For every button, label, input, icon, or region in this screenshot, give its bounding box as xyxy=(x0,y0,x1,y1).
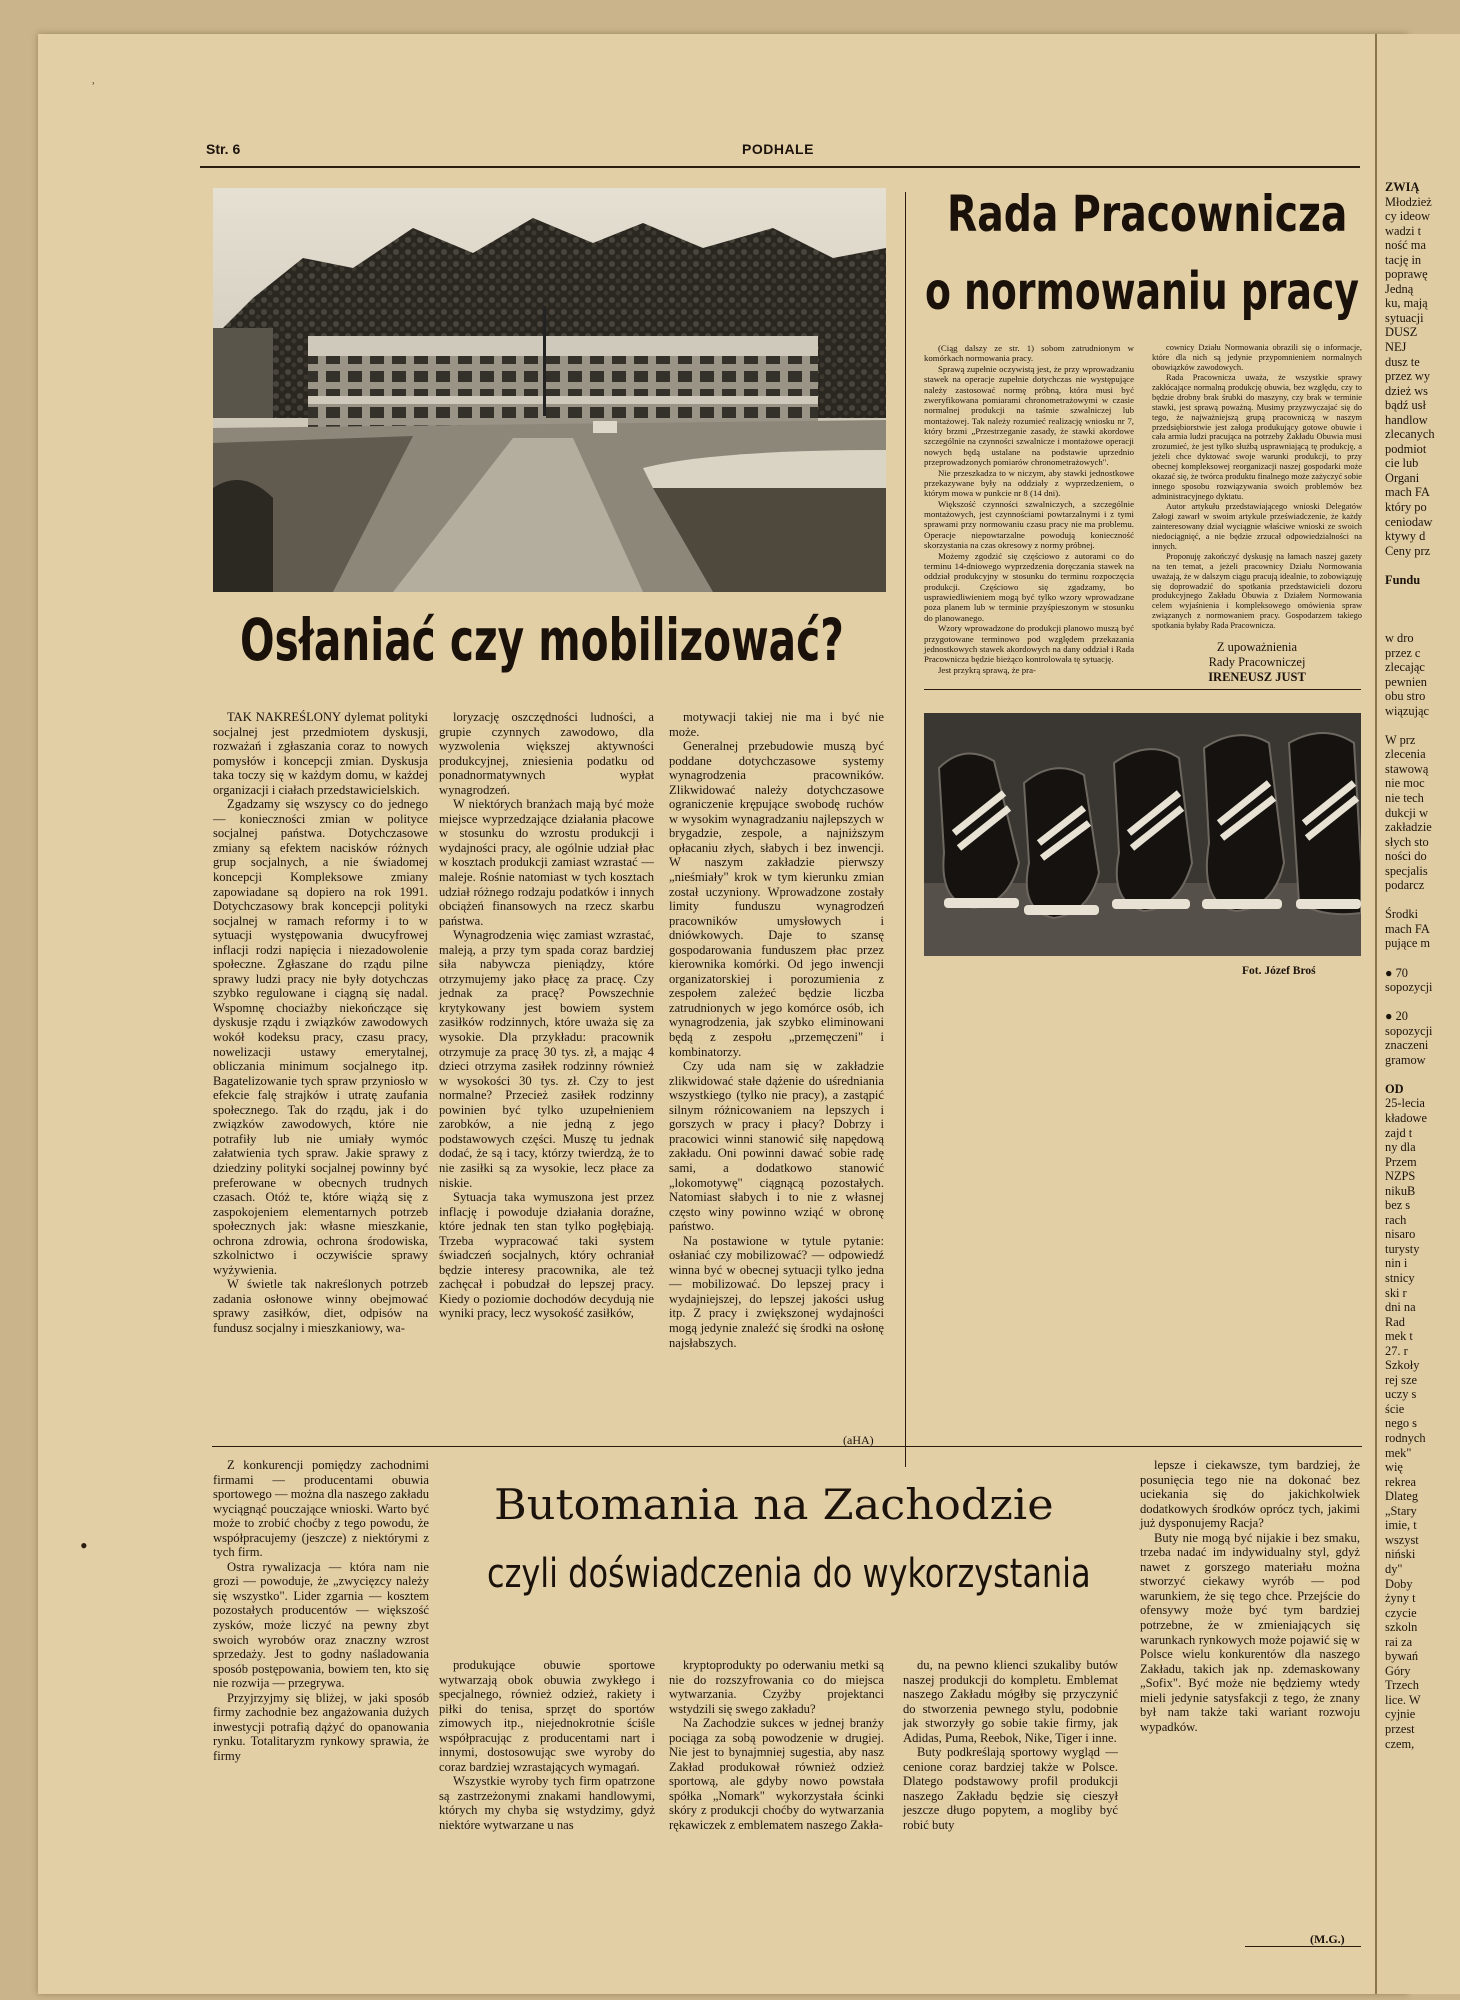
adjacent-page-line: bądź usł xyxy=(1385,398,1426,413)
column-divider xyxy=(905,192,906,1467)
adjacent-page-line xyxy=(1385,558,1435,573)
butomania-column-4 xyxy=(903,1658,1118,1833)
adjacent-page-line: zlecanych xyxy=(1385,427,1435,442)
page-number: Str. 6 xyxy=(206,141,241,157)
paragraph: Generalnej przebudowie muszą być poddane dotychczasowe systemy wynagrodzenia pracowników. Zlikwidować należy dotychczasowe ograniczenie krępujące swobodę ruchów w wysokim wynagradzaniu najlepszych w brygadzie, zespole, a najniższym opłacaniu złych, słabych i bez inwencji. W naszym zakładzie pierwszy „nieśmiały" krok w tym kierunku zmian został uczyniony. Wprowadzone zostały limity funduszu wynagrodzeń pracowników umysłowych i dniówkowych. Daje to szansę gospodarowania funduszem płac przez kierownika komórki. Od jego inwencji organizatorskiej i porozumienia z zespołem zależeć będzie liczba zatrudnionych w jego komórce osób, ich wynagrodzenia, jak szybko eliminowani będą z zespołu „przemęczeni" i kombinatorzy. xyxy=(669,739,884,1059)
signature-line: IRENEUSZ JUST xyxy=(1208,670,1306,684)
adjacent-page-line: Dlateg xyxy=(1385,1489,1419,1504)
paragraph: lepsze i ciekawsze, tym bardziej, że posunięcia tego nie na dokonać bez uciekania się do jakichkolwiek dodatkowych środków oprócz tych, jakimi już dysponujemy Racja? xyxy=(1140,1458,1360,1531)
adjacent-page-line: dukcji w xyxy=(1385,805,1429,820)
adjacent-page-line: ● 70 xyxy=(1385,965,1408,980)
adjacent-page-line: Rad xyxy=(1385,1314,1405,1329)
adjacent-page-line: mach FA xyxy=(1385,485,1430,500)
paragraph: Buty podkreślają sportowy wygląd — cenione coraz bardziej także w Polsce. Dlatego podstawowy profil produkcji naszego Zakładu będzie się cieszył jeszcze długo popytem, a mogliby być robić buty xyxy=(903,1745,1118,1833)
adjacent-page-line: rai za xyxy=(1385,1634,1413,1649)
adjacent-page-line: turysty xyxy=(1385,1241,1420,1256)
adjacent-page-line: żyny t xyxy=(1385,1591,1416,1606)
adjacent-page-line: czycie xyxy=(1385,1605,1417,1620)
oslaniac-author: (aHA) xyxy=(843,1433,874,1447)
adjacent-page-line: zlecenia xyxy=(1385,747,1426,762)
oslaniac-column-1 xyxy=(213,710,428,1336)
adjacent-page-line: nikuB xyxy=(1385,1183,1416,1198)
paragraph: Sprawą zupełnie oczywistą jest, że przy wprowadzaniu stawek na operacje zupełnie dotychczas nie występujące należy zastosować normę próbną, która musi być zweryfikowana pomiarami chronometrażowymi w czasie normalnej produkcji na taśmie szwalniczej lub montażowej. Tak należy rozumieć realizację wniosku nr 7, który brzmi „Przestrzeganie zasady, że stawki akordowe szczególnie na czynności szwalnicze i montażowe operacji nowych będą ustalane na podstawie uprzednio przeprowadzonych pomiarów chronometrażowych". xyxy=(924,363,1134,468)
butomania-column-2 xyxy=(439,1658,655,1833)
rada-title-line1: Rada Pracownicza xyxy=(947,185,1348,243)
adjacent-page-line: słych sto xyxy=(1385,834,1429,849)
adjacent-page-line: sopozycji xyxy=(1385,1023,1433,1038)
paragraph: Wzory wprowadzone do produkcji planowo muszą być przygotowane terminowo pod względem przekazania jednostkowych stawek akordowych na dany oddział i Rada Pracownicza będzie bieżąco kontrolowała tę sytuację. xyxy=(924,623,1134,665)
adjacent-page-line: W prz xyxy=(1385,732,1416,747)
header-rule xyxy=(200,166,1360,168)
adjacent-page-line: Młodzież xyxy=(1385,194,1432,209)
adjacent-page-line: Środki xyxy=(1385,907,1419,922)
paragraph: Przyjrzyjmy się bliżej, w jaki sposób firmy zachodnie bez angażowania dużych inwestycji potrafią dążyć do opanowania rynku. Totalitaryzm rynkowy sprawia, że firmy xyxy=(213,1690,429,1763)
adjacent-page-line: który po xyxy=(1385,500,1427,515)
print-mark: ˒ xyxy=(91,74,96,89)
adjacent-page-line: „Stary xyxy=(1385,1503,1417,1518)
paragraph: W świetle tak nakreślonych potrzeb zadania osłonowe winny obejmować sprawy zasiłków, diet, odpisów na fundusz socjalny i mieszkaniowy, wa- xyxy=(213,1277,428,1335)
adjacent-page-line: wiązując xyxy=(1385,703,1430,718)
adjacent-page-column xyxy=(1385,180,1435,1751)
adjacent-page-line: Fundu xyxy=(1385,572,1421,587)
adjacent-page-line: ności do xyxy=(1385,849,1427,864)
adjacent-page-line: ZWIĄ xyxy=(1385,180,1420,194)
adjacent-page-line: zajd t xyxy=(1385,1125,1413,1140)
adjacent-page-line: rach xyxy=(1385,1212,1407,1227)
adjacent-page-line: dy" xyxy=(1385,1561,1403,1576)
adjacent-page-line xyxy=(1385,951,1435,966)
adjacent-page-line: stawową xyxy=(1385,761,1429,776)
adjacent-page-line: Góry xyxy=(1385,1663,1411,1678)
photo-caption: Fot. Józef Broś xyxy=(1242,965,1316,977)
adjacent-page-line: obu stro xyxy=(1385,689,1426,704)
oslaniac-title: Osłaniać czy mobilizować? xyxy=(240,606,844,674)
adjacent-page-line: ski r xyxy=(1385,1285,1407,1300)
adjacent-page-line: czem, xyxy=(1385,1736,1415,1751)
adjacent-page-line: ● 20 xyxy=(1385,1009,1408,1024)
butomania-author: (M.G.) xyxy=(1310,1932,1345,1946)
adjacent-page xyxy=(1375,34,1460,1994)
adjacent-page-line: uczy s xyxy=(1385,1387,1417,1402)
adjacent-page-line: bywań xyxy=(1385,1649,1419,1664)
paragraph: W niektórych branżach mają być może miejsce wyprzedzające działania płacowe w stosunku do wzrostu produkcji i wydajności pracy, ale ogólnie udział płac w kosztach produkcji zamiast wzrastać — maleje. Rośnie natomiast w tych kosztach udział różnego rodzaju podatków i innych obciążeń finansowych na rzecz skarbu państwa. xyxy=(439,797,654,928)
adjacent-page-line: ku, mają xyxy=(1385,296,1428,311)
sneakers-photo xyxy=(924,713,1361,956)
signature-line: Z upoważnienia xyxy=(1216,640,1298,654)
butomania-title: Butomania na Zachodzie xyxy=(494,1480,1054,1529)
paragraph: Proponuję zakończyć dyskusję na łamach naszej gazety na ten temat, a jeżeli pracownicy Działu Normowania uważają, że w dalszym ciągu pracują idealnie, to zobowiązuję się doprowadzić do spotkania przedstawicieli dozoru produkcyjnego Zakładu Obuwia z Działem Normowania celem wyjaśnienia i kompleksowego omówienia spraw związanych z normowaniem pracy. Gospodarzem takiego spotkania byłaby Rada Pracownicza. xyxy=(1152,551,1362,631)
adjacent-page-line: wadzi t xyxy=(1385,223,1422,238)
adjacent-page-line: pujące m xyxy=(1385,936,1431,951)
masthead: PODHALE xyxy=(742,141,814,157)
oslaniac-column-3 xyxy=(669,710,884,1350)
adjacent-page-line: cie lub xyxy=(1385,456,1419,471)
adjacent-page-line: tację in xyxy=(1385,252,1422,267)
adjacent-page-line xyxy=(1385,587,1435,602)
adjacent-page-line xyxy=(1385,718,1435,733)
adjacent-page-line: ność ma xyxy=(1385,238,1426,253)
paragraph: Na postawione w tytule pytanie: osłaniać czy mobilizować? — odpowiedź winna być w obecnej sytuacji tylko jedna — mobilizować. Do lepszej pracy i wydajniejszej, do lepszej jakości usług itp. Z pracy i zwiększonej wydajności mogą jedynie znaleźć się środki na osłonę najsłabszych. xyxy=(669,1233,884,1350)
rada-column-2 xyxy=(1152,343,1362,631)
print-mark: • xyxy=(80,1533,88,1558)
paragraph: Wszystkie wyroby tych firm opatrzone są zastrzeżonymi znakami handlowymi, których my chyba się wstydzimy, gdyż niektóre wytwarzane u nas xyxy=(439,1774,655,1833)
paragraph: motywacji takiej nie ma i być nie może. xyxy=(669,710,884,739)
adjacent-page-line: niński xyxy=(1385,1547,1416,1562)
adjacent-page-line: poprawę xyxy=(1385,267,1428,282)
paragraph: Z konkurencji pomiędzy zachodnimi firmami — producentami obuwia sportowego — można dla naszego zakładu wyciągnąć pouczające wnioski. Warto być może to zrobić choćby z tego powodu, że współpracujemy (jeszcze) z niektórymi z tych firm. xyxy=(213,1458,429,1560)
adjacent-page-line xyxy=(1385,995,1435,1010)
adjacent-page-line: handlow xyxy=(1385,412,1428,427)
signature-line: Rady Pracowniczej xyxy=(1208,655,1306,669)
adjacent-page-line: specjalis xyxy=(1385,863,1428,878)
paragraph: Zgadzamy się wszyscy co do jednego — konieczności zmian w polityce socjalnej państwa. Dotychczasowe zmiany są efektem nacisków różnych grup socjalnych, a nie świadomej koncepcji Kompleksowe zmiany zapowiadane są dopiero na rok 1991. Dotychczasowy brak koncepcji polityki socjalnej w ramach reformy i to w sytuacji występowania dwucyfrowej inflacji rodzi napięcia i niezadowolenie społeczne. Zgłaszane do rządu pilne sprawy ludzi pracy nie były dotychczas szybko regulowane i ciągną się nadal. Wspomnę chociażby niekończące się dyskusje rządu i związków zawodowych wokół kodeksu pracy, czasu pracy, nowelizacji ustawy emerytalnej, obliczania minimum socjalnego itp. Bagatelizowanie tych spraw przyniosło w efekcie falę strajków i utratę zaufania społecznego. Tak do rządu, jak i do związków zawodowych, które nie potrafiły lub nie umiały wymóc załatwienia tych spraw. Jakie sprawy z dziedziny polityki socjalnej powinny być preferowane w obecnych trudnych czasach. Otóż te, które wiążą się z zaspokojeniem elementarnych potrzeb społecznych jak: własne mieszkanie, ochrona zdrowia, ochrona środowiska, szkolnictwo i oczywiście sprawy wyżywienia. xyxy=(213,797,428,1277)
butomania-subtitle: czyli doświadczenia do wykorzystania xyxy=(487,1551,1091,1597)
paragraph: Wynagrodzenia więc zamiast wzrastać, maleją, a przy tym spada coraz bardziej siła nabywcza pieniądzy, które otrzymujemy jako płacę za pracę. Czy jednak za pracę? Powszechnie krytykowany jest bowiem system zasiłków rodzinnych, które uważa się za wysokie. Dla przykładu: pracownik otrzymuje za pracę 30 tys. zł, a mając 4 dzieci otrzyma zasiłek rodzinny również w wysokości 30 tys. zł. Czy to jest normalne? Przecież zasiłek rodzinny powinien być tylko uzupełnieniem zarobków, a nie jedną z jego podstawowych części. Muszę tu jednak dodać, że są i tacy, którzy twierdzą, że to nie zasiłki są za wysokie, lecz płace za niskie. xyxy=(439,928,654,1190)
oslaniac-column-2 xyxy=(439,710,654,1321)
paragraph: produkujące obuwie sportowe wytwarzają obok obuwia zwykłego i specjalnego, również odzież, rakiety i piłki do tenisa, sprzęt do sportów zimowych itp., niejednokrotnie ściśle współpracując z producentami nart i innymi, dostosowując swe wyroby do coraz bardziej wzrastających wymagań. xyxy=(439,1658,655,1774)
adjacent-page-line: nie tech xyxy=(1385,790,1424,805)
adjacent-page-line: imie, t xyxy=(1385,1518,1417,1533)
adjacent-page-line: sopozycji xyxy=(1385,980,1433,995)
paragraph: Czy uda nam się w zakładzie zlikwidować stałe dążenie do uśredniania wszystkiego (tylko nie pracy), a zastąpić silnym różnicowaniem na lepszych i gorszych w pracy i płacy? Dobrzy i pracowici winni stanowić siłę napędową zakładu. Oni powinni dawać sobie radę sami, a dodatkowo stanowić „lokomotywę" ciągnącą pozostałych. Natomiast słabych i to nie z własnej często winy powinno wziąć w obronę państwo. xyxy=(669,1059,884,1234)
rada-title-line2: o normowaniu pracy xyxy=(925,262,1359,322)
paragraph: cownicy Działu Normowania obrazili się o informacje, które dla nich są jedynie przypomnieniem normalnych obowiązków zawodowych. xyxy=(1152,343,1362,372)
adjacent-page-line: 25-lecia xyxy=(1385,1096,1425,1111)
adjacent-page-line: lice. W xyxy=(1385,1692,1421,1707)
paragraph: Ostra rywalizacja — która nam nie grozi — powoduje, że „zwycięzcy należy się wszystko". Lider zgarnia — kosztem pozostałych producentów — większość zysków, może liczyć na pewny zbyt swoich wyrobów oraz znaczny wzrost sprzedaży. Jest to godny naśladowania sposób postępowania, bowiem ten, kto się nie rozwija — przegrywa. xyxy=(213,1559,429,1691)
adjacent-page-line: przez wy xyxy=(1385,369,1431,384)
adjacent-page-line: dzież ws xyxy=(1385,383,1429,398)
paragraph: du, na pewno klienci szukaliby butów naszej produkcji do kompletu. Emblemat naszego Zakładu mógłby się przyczynić do stworzenia pewnego stylu, podobnie jak stworzyły go sobie takie firmy, jak Adidas, Puma, Reebok, Nike, Tiger i inne. xyxy=(903,1658,1118,1745)
adjacent-page-line: Jedną xyxy=(1385,281,1414,296)
adjacent-page-line: wię xyxy=(1385,1460,1403,1475)
adjacent-page-line: ceniodaw xyxy=(1385,514,1433,529)
rada-signature xyxy=(1152,640,1362,685)
adjacent-page-line: mek t xyxy=(1385,1329,1413,1344)
adjacent-page-line: Szkoły xyxy=(1385,1358,1420,1373)
adjacent-page-line: rekrea xyxy=(1385,1474,1416,1489)
adjacent-page-line xyxy=(1385,893,1435,908)
adjacent-page-line: stnicy xyxy=(1385,1271,1415,1286)
paragraph: Autor artykułu przedstawiającego wnioski Delegatów Załogi zawarł w swoim artykule przeświadczenie, że każdy zainteresowany dział wyciągnie właściwe wnioski ze swoich niedociągnięć, a nie będzie zrzucał odpowiedzialności na innych. xyxy=(1152,502,1362,551)
adjacent-page-line xyxy=(1385,602,1435,617)
paragraph: Możemy zgodzić się częściowo z autorami co do terminu 14-dniowego wyprzedzenia doręczania stawek na oddział produkcyjny w stosunku do terminu rozpoczęcia produkcji. Częściowo się zgadzamy, bo usprawiedliwieniem mogą być tylko wzory wprowadzane poza planem lub w terminie przyśpieszonym w stosunku do planowanego. xyxy=(924,550,1134,623)
adjacent-page-line: mach FA xyxy=(1385,921,1430,936)
adjacent-page-line: nin i xyxy=(1385,1256,1408,1271)
section-divider xyxy=(212,1446,1362,1447)
adjacent-page-line: Ceny prz xyxy=(1385,543,1431,558)
paragraph: Buty nie mogą być nijakie i bez smaku, trzeba nadać im indywidualny styl, gdyż nawet z gorszego materiału można stworzyć ciekawy wyrób — pod warunkiem, że się tego chce. Przejście do ofensywy może być tym bardziej potrzebne, że w zmieniających się warunkach rynkowych może pojawić się w Polsce wielu konkurentów dla naszego Zakładu, takich jak np. zdemaskowany „Sofix". Być może nie będziemy wtedy mieli jedynie satysfakcji z tego, że znany był nam także taki wariant rozwoju wypadków. xyxy=(1140,1530,1360,1734)
adjacent-page-line: wszyst xyxy=(1385,1532,1419,1547)
adjacent-page-line: zlecając xyxy=(1385,660,1425,675)
adjacent-page-line: Trzech xyxy=(1385,1678,1419,1693)
adjacent-page-line: Przem xyxy=(1385,1154,1417,1169)
adjacent-page-line xyxy=(1385,616,1435,631)
adjacent-page-line: przest xyxy=(1385,1721,1415,1736)
butomania-column-3 xyxy=(669,1658,884,1833)
adjacent-page-line: mek" xyxy=(1385,1445,1412,1460)
adjacent-page-line: znaczeni xyxy=(1385,1038,1429,1053)
paragraph: Sytuacja taka wymuszona jest przez inflację i powoduje działania doraźne, które jednak ten stan tylko pogłębiają. Trzeba wypracować taki system świadczeń socjalnych, który ochraniał będzie interesy pracownika, ale też zachęcał i pobudzał do lepszej pracy. Kiedy o poziomie dochodów decydują nie wyniki pracy, lecz wysokość zasiłków, xyxy=(439,1190,654,1321)
adjacent-page-line: Doby xyxy=(1385,1576,1413,1591)
adjacent-page-line: nie moc xyxy=(1385,776,1425,791)
paragraph: TAK NAKREŚLONY dylemat polityki socjalnej jest przedmiotem dyskusji, rozważań i zgłaszania coraz to nowych pomysłów i koncepcji zmian. Dyskusja taka toczy się w każdym domu, w każdej organizacji i ciałach przedstawicielskich. xyxy=(213,710,428,797)
adjacent-page-line: cyjnie xyxy=(1385,1707,1416,1722)
adjacent-page-line: gramow xyxy=(1385,1052,1426,1067)
rada-column-1 xyxy=(924,343,1134,675)
adjacent-page-line: NEJ xyxy=(1385,340,1407,355)
adjacent-page-line: nisaro xyxy=(1385,1227,1416,1242)
adjacent-page-line: zakładzie xyxy=(1385,820,1432,835)
adjacent-page-line: pewnien xyxy=(1385,674,1427,689)
paragraph: Większość czynności szwalniczych, a szczególnie montażowych, jest czynnościami powtarzalnymi i z tymi sprawami przy normowaniu czasu pracy nie ma problemu. Operacje niepowtarzalne powodują konieczność skorzystania na czas okresowy z normy próbnej. xyxy=(924,498,1134,551)
paragraph: Rada Pracownicza uważa, że wszystkie sprawy zakłócające normalną produkcję obuwia, bez względu, czy to będzie drobny brak śrubki do maszyny, czy brak w terminie stawki, jest sprawą poważną. Musimy przyzwyczajać się do tego, że najważniejszą grupą pracowniczą w naszym przedsiębiorstwie jest załoga produkujący gotowe obuwie i cała armia ludzi pracująca na potrzeby Zakładu Obuwia musi zrozumieć, że jest tylko służbą usprawniającą tę produkcję, a jeżeli chce dyktować swoje warunki produkcji, to przy obecnej kompleksowej reorganizacji naszej gospodarki może okazać się, że twórca produktu finalnego może zażyczyć sobie innego sposobu rozwiązywania swoich problemów bez administracyjnego dyktatu. xyxy=(1152,372,1362,502)
adjacent-page-line xyxy=(1385,1067,1435,1082)
adjacent-page-line: Organi xyxy=(1385,470,1420,485)
butomania-column-1 xyxy=(213,1458,429,1763)
paragraph: Na Zachodzie sukces w jednej branży pociąga za sobą powodzenie w drugiej. Nie jest to bynajmniej sugestia, aby nasz Zakład produkował również odzież sportową, ale gdyby nowo powstała spółka „Nomark" wykorzystała ścinki skóry z produkcji choćby do wytwarzania rękawiczek z emblematem naszego Zakła- xyxy=(669,1716,884,1833)
adjacent-page-line: 27. r xyxy=(1385,1343,1408,1358)
adjacent-page-line: OD xyxy=(1385,1081,1404,1096)
paragraph: Jest przykrą sprawą, że pra- xyxy=(938,664,1036,675)
adjacent-page-line: dusz te xyxy=(1385,354,1420,369)
adjacent-page-line: kładowe xyxy=(1385,1111,1427,1125)
paragraph: loryzację oszczędności ludności, a grupie czynnych zawodowo, dla wyzwolenia większej aktywności produkcyjnej, zniesienia podatku od ponadnormatywnych wypłat wynagrodzeń. xyxy=(439,710,654,797)
building-photo xyxy=(213,188,886,592)
adjacent-page-line: rej sze xyxy=(1385,1372,1417,1387)
adjacent-page-line: ny dla xyxy=(1385,1140,1416,1155)
adjacent-page-line: sytuacji xyxy=(1385,310,1424,325)
adjacent-page-line: przez c xyxy=(1385,645,1421,660)
adjacent-page-line: nego s xyxy=(1385,1416,1418,1431)
adjacent-page-line: ktywy d xyxy=(1385,529,1426,544)
signature-divider xyxy=(924,689,1361,690)
adjacent-page-line: podarcz xyxy=(1385,878,1425,893)
adjacent-page-line: DUSZ xyxy=(1385,325,1418,340)
adjacent-page-line: dni na xyxy=(1385,1300,1416,1315)
adjacent-page-line: szkoln xyxy=(1385,1620,1418,1635)
adjacent-page-line: podmiot xyxy=(1385,441,1427,456)
butomania-column-5 xyxy=(1140,1458,1360,1734)
paragraph: Nie przeszkadza to w niczym, aby stawki jednostkowe przekazywane były na oddziały z wyprzedzeniem, o którym mowa w punkcie nr 8 (14 dni). xyxy=(924,467,1134,499)
adjacent-page-line: bez s xyxy=(1385,1198,1411,1213)
adjacent-page-line: NZPS xyxy=(1385,1169,1416,1184)
adjacent-page-line: ście xyxy=(1385,1401,1405,1416)
adjacent-page-line: rodnych xyxy=(1385,1431,1426,1446)
adjacent-page-line: cy ideow xyxy=(1385,209,1431,224)
adjacent-page-line: w dro xyxy=(1385,630,1414,645)
paragraph: (Ciąg dalszy ze str. 1) sobom zatrudnionym w komórkach normowania pracy. xyxy=(924,343,1134,364)
paragraph: kryptoprodukty po oderwaniu metki są nie do rozszyfrowania co do miejsca wytwarzania. Czyżby projektanci wstydzili się swego zakładu? xyxy=(669,1658,884,1716)
